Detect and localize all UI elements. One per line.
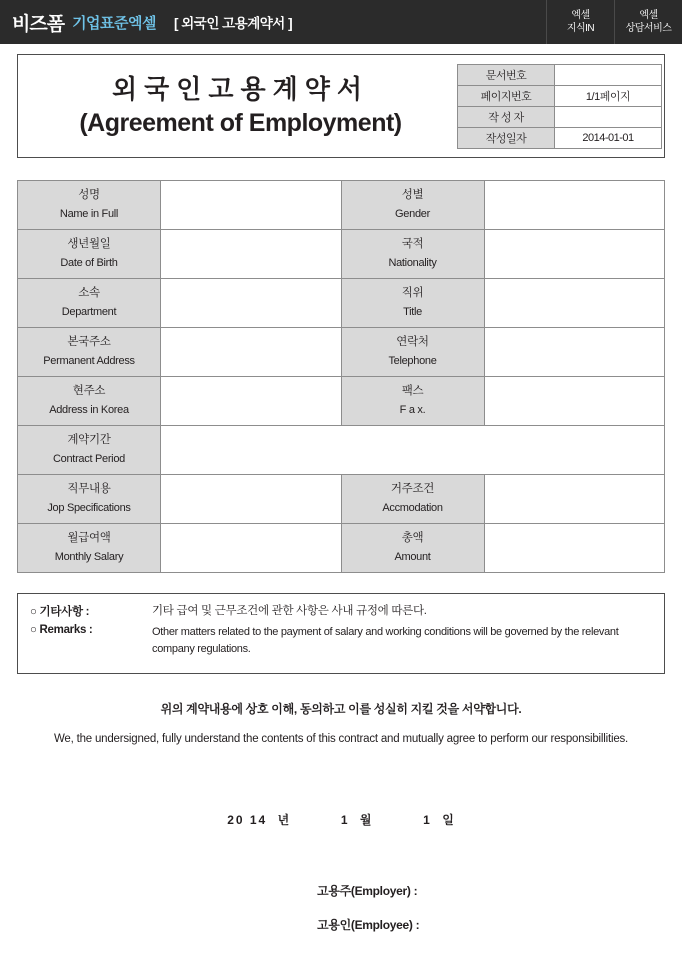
table-row: [458, 127, 662, 148]
brand-subtitle: 기업표준엑셀: [72, 14, 157, 32]
remarks-text-kr: 기타 급여 및 근무조건에 관한 사항은 사내 규정에 따른다.: [152, 605, 427, 617]
table-row: [18, 328, 665, 377]
excel-consulting-button[interactable]: [614, 0, 682, 44]
label-accomodation: [341, 475, 484, 524]
employee-info-table: [17, 180, 665, 573]
label-accomodation-kr: 거주조건: [390, 483, 435, 495]
date-day[interactable]: 1: [423, 813, 432, 827]
label-name-en: Name in Full: [59, 208, 119, 220]
title-group: [18, 55, 457, 157]
field-job-specifications[interactable]: [161, 475, 342, 524]
date-year[interactable]: 20 14: [227, 813, 268, 827]
label-fax: [341, 377, 484, 426]
date-year-unit: 년: [277, 813, 291, 827]
signature-employer[interactable]: 고용주(Employer) :: [317, 884, 418, 898]
meta-value-page-no[interactable]: 1/1페이지: [555, 85, 662, 106]
label-permanent-address: [18, 328, 161, 377]
label-name: [18, 181, 161, 230]
label-fax-en: F a x.: [399, 404, 426, 416]
label-nationality-en: Nationality: [388, 257, 437, 269]
meta-label-page-no: 페이지번호: [458, 85, 555, 106]
label-address-korea-kr: 현주소: [72, 385, 106, 397]
bullet-circle-icon: ○: [30, 606, 40, 618]
label-monthly-salary-kr: 월급여액: [67, 532, 111, 544]
label-dob-en: Date of Birth: [60, 257, 118, 269]
title-block: [17, 54, 665, 158]
label-name-kr: 성명: [78, 189, 100, 201]
field-nationality[interactable]: [484, 230, 665, 279]
meta-label-date: 작성일자: [458, 127, 555, 148]
label-contract-period-en: Contract Period: [53, 453, 125, 465]
remarks-label-en: [30, 624, 138, 636]
label-gender-en: Gender: [395, 208, 430, 220]
table-row: [18, 426, 665, 475]
date-month[interactable]: 1: [340, 813, 350, 827]
field-contract-period[interactable]: [161, 426, 665, 475]
remarks-row-en: [30, 624, 652, 658]
meta-value-author[interactable]: [555, 106, 662, 127]
label-contract-period-kr: 계약기간: [67, 434, 111, 446]
date-day-unit: 일: [442, 813, 455, 827]
label-fax-kr: 팩스: [401, 385, 424, 397]
label-permanent-address-kr: 본국주소: [67, 336, 111, 348]
table-row: [18, 279, 665, 328]
label-telephone-kr: 연락처: [396, 336, 429, 348]
table-row: [18, 475, 665, 524]
label-accomodation-en: Accmodation: [382, 502, 443, 514]
signature-employee[interactable]: 고용인(Employee) :: [317, 918, 420, 932]
table-row: [18, 230, 665, 279]
date-month-unit: 월: [359, 813, 373, 827]
label-telephone-en: Telephone: [388, 355, 437, 367]
brand-logo[interactable]: 비즈폼: [12, 13, 65, 35]
pledge-korean: 위의 계약내용에 상호 이해, 동의하고 이를 성실히 지킬 것을 서약합니다.: [160, 702, 522, 716]
document-page: [0, 44, 682, 933]
label-telephone: [341, 328, 484, 377]
excel-knowledge-line1: 엑셀: [571, 10, 590, 21]
label-amount: [341, 524, 484, 573]
label-amount-en: Amount: [394, 551, 431, 563]
table-row: [18, 377, 665, 426]
table-row: [458, 85, 662, 106]
label-department-kr: 소속: [78, 287, 100, 299]
field-address-korea[interactable]: [161, 377, 342, 426]
label-job-specifications: [18, 475, 161, 524]
label-department: [18, 279, 161, 328]
label-permanent-address-en: Permanent Address: [43, 355, 135, 367]
document-meta-table: [457, 64, 662, 149]
meta-value-doc-no[interactable]: [555, 64, 662, 85]
bullet-circle-icon: ○: [30, 624, 40, 636]
label-title-en: Title: [403, 306, 422, 318]
field-fax[interactable]: [484, 377, 665, 426]
header-actions: [546, 0, 682, 44]
label-title-kr: 직위: [401, 287, 424, 299]
excel-consulting-line1: 엑셀: [639, 10, 658, 21]
field-amount[interactable]: [484, 524, 665, 573]
pledge-english: We, the undersigned, fully understand the contents of this contract and mutually agree to perform our responsibillities.: [53, 733, 629, 745]
table-row: [18, 524, 665, 573]
remarks-box: [17, 593, 665, 674]
meta-value-date[interactable]: 2014-01-01: [555, 127, 662, 148]
table-row: [18, 181, 665, 230]
document-meta: [457, 55, 664, 157]
field-permanent-address[interactable]: [161, 328, 342, 377]
page-title-english: (Agreement of Employment): [79, 109, 402, 137]
excel-consulting-line2: 상담서비스: [625, 23, 672, 34]
document-title-chip: [ 외국인 고용계약서 ]: [174, 16, 293, 31]
label-nationality: [341, 230, 484, 279]
table-row: [458, 64, 662, 85]
remarks-label-kr: [30, 603, 138, 619]
field-name[interactable]: [161, 181, 342, 230]
table-row: [458, 106, 662, 127]
field-gender[interactable]: [484, 181, 665, 230]
signature-block: [17, 882, 665, 933]
label-dob: [18, 230, 161, 279]
meta-label-doc-no: 문서번호: [458, 64, 555, 85]
label-gender: [341, 181, 484, 230]
field-telephone[interactable]: [484, 328, 665, 377]
label-address-korea-en: Address in Korea: [49, 404, 129, 416]
label-department-en: Department: [61, 306, 117, 318]
label-nationality-kr: 국적: [401, 238, 424, 250]
remarks-text-en: Other matters related to the payment of salary and working conditions will be governed by the relevant company regulations.: [152, 626, 619, 655]
field-monthly-salary[interactable]: [161, 524, 342, 573]
field-department[interactable]: [161, 279, 342, 328]
label-address-korea: [18, 377, 161, 426]
excel-knowledge-line2: 지식IN: [566, 23, 595, 34]
label-job-specifications-en: Jop Specifications: [47, 502, 131, 514]
field-accomodation[interactable]: [484, 475, 665, 524]
label-contract-period: [18, 426, 161, 475]
page-title-korean: 외국인고용계약서: [112, 75, 369, 104]
label-monthly-salary-en: Monthly Salary: [54, 551, 124, 563]
signature-date-line: [17, 811, 665, 828]
field-dob[interactable]: [161, 230, 342, 279]
label-monthly-salary: [18, 524, 161, 573]
field-title[interactable]: [484, 279, 665, 328]
remarks-label-kr-text: 기타사항 :: [39, 606, 90, 618]
excel-knowledge-button[interactable]: [546, 0, 614, 44]
app-header: [0, 0, 682, 44]
label-dob-kr: 생년월일: [67, 238, 111, 250]
meta-label-author: 작 성 자: [458, 106, 555, 127]
remarks-row-kr: [30, 603, 652, 620]
label-amount-kr: 총액: [401, 532, 424, 544]
label-gender-kr: 성별: [401, 189, 424, 201]
label-job-specifications-kr: 직무내용: [67, 483, 111, 495]
label-title: [341, 279, 484, 328]
remarks-label-en-text: Remarks :: [39, 624, 93, 636]
